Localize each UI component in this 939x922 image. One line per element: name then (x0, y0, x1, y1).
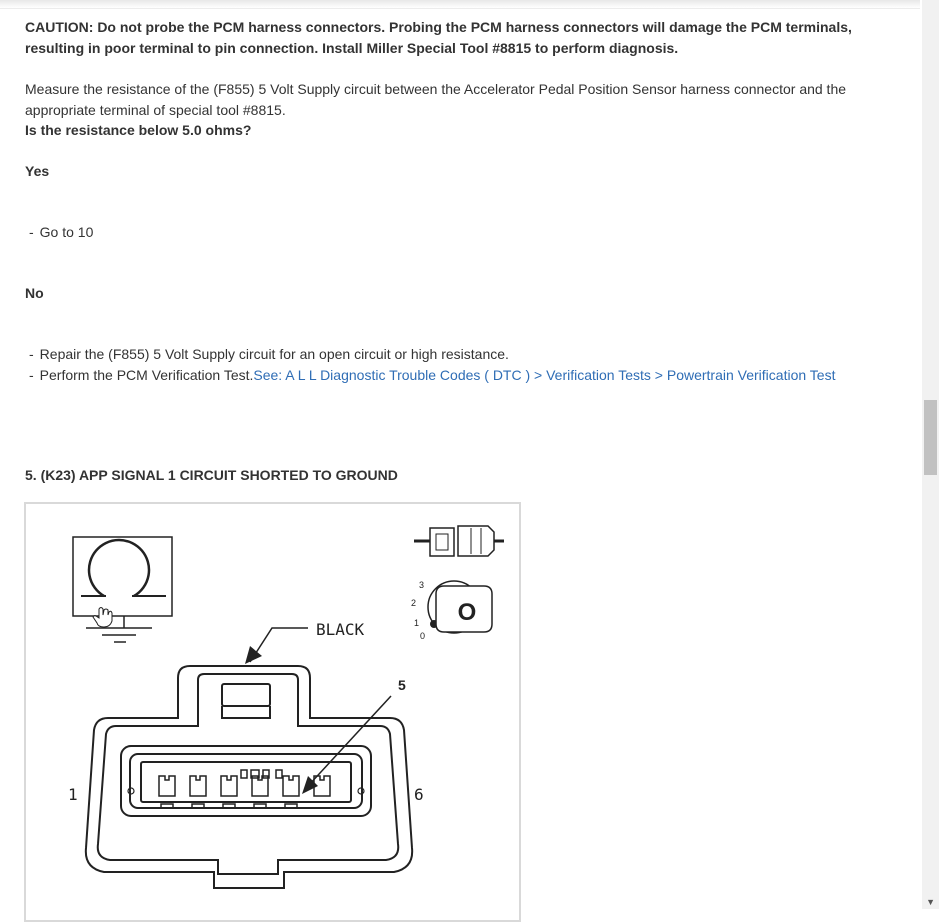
scroll-down-arrow-icon[interactable]: ▼ (926, 897, 935, 907)
dial-position-1: 1 (414, 618, 420, 628)
connector-housing (86, 666, 412, 888)
connector-diagram-figure (24, 502, 521, 922)
vertical-scrollbar[interactable] (922, 0, 939, 909)
section-heading: 5. (K23) APP SIGNAL 1 CIRCUIT SHORTED TO GROUND (25, 467, 398, 483)
ignition-switch-icon (411, 580, 492, 641)
top-shadow-bar (0, 0, 920, 9)
no-step-2 (25, 365, 905, 386)
hand-pointer-icon (93, 608, 112, 628)
no-label: No (25, 284, 44, 301)
question-text: Is the resistance below 5.0 ohms? (25, 122, 252, 138)
no-step-1 (25, 344, 905, 365)
pin-label-5: 5 (398, 677, 406, 693)
yes-label: Yes (25, 162, 50, 179)
ohmmeter-icon (73, 537, 172, 642)
scrollbar-thumb[interactable] (924, 400, 937, 475)
pin-label-6: 6 (414, 785, 424, 804)
yes-step (25, 222, 905, 243)
no-step-2-text: Perform the PCM Verification Test. (39, 366, 254, 383)
label-black: BLACK (316, 620, 365, 639)
bullet-dash: - (29, 224, 34, 240)
no-step-1-text: Repair the (F855) 5 Volt Supply circuit for an open circuit or high resistance. (39, 346, 509, 362)
connector-plug-icon (414, 526, 504, 556)
pin-5-leader-line (308, 696, 391, 786)
verification-test-link[interactable]: See: A L L Diagnostic Trouble Codes ( DTC ) > Verification Tests > Powertrain Verification Test (253, 366, 836, 383)
bullet-dash: - (29, 366, 34, 383)
dial-position-3: 3 (419, 580, 425, 590)
dial-position-0: 0 (420, 631, 426, 641)
caution-text: CAUTION: Do not probe the PCM harness connectors. Probing the PCM harness connectors will damage the PCM terminals, resulting in poor terminal to pin connection. Install Miller Special Tool #8815 to perform diagnosis. (25, 19, 852, 56)
instruction-text: Measure the resistance of the (F855) 5 Volt Supply circuit between the Accelerator Pedal Position Sensor harness connector and the appropriate terminal of special tool #8815. (25, 81, 847, 118)
pin-label-1: 1 (68, 785, 78, 804)
dial-position-2: 2 (411, 598, 417, 608)
connector-diagram (26, 504, 519, 920)
ignition-knob-letter: O (457, 599, 477, 626)
yes-step-text: Go to 10 (39, 224, 94, 240)
bullet-dash: - (29, 346, 34, 362)
document-content (25, 17, 905, 486)
